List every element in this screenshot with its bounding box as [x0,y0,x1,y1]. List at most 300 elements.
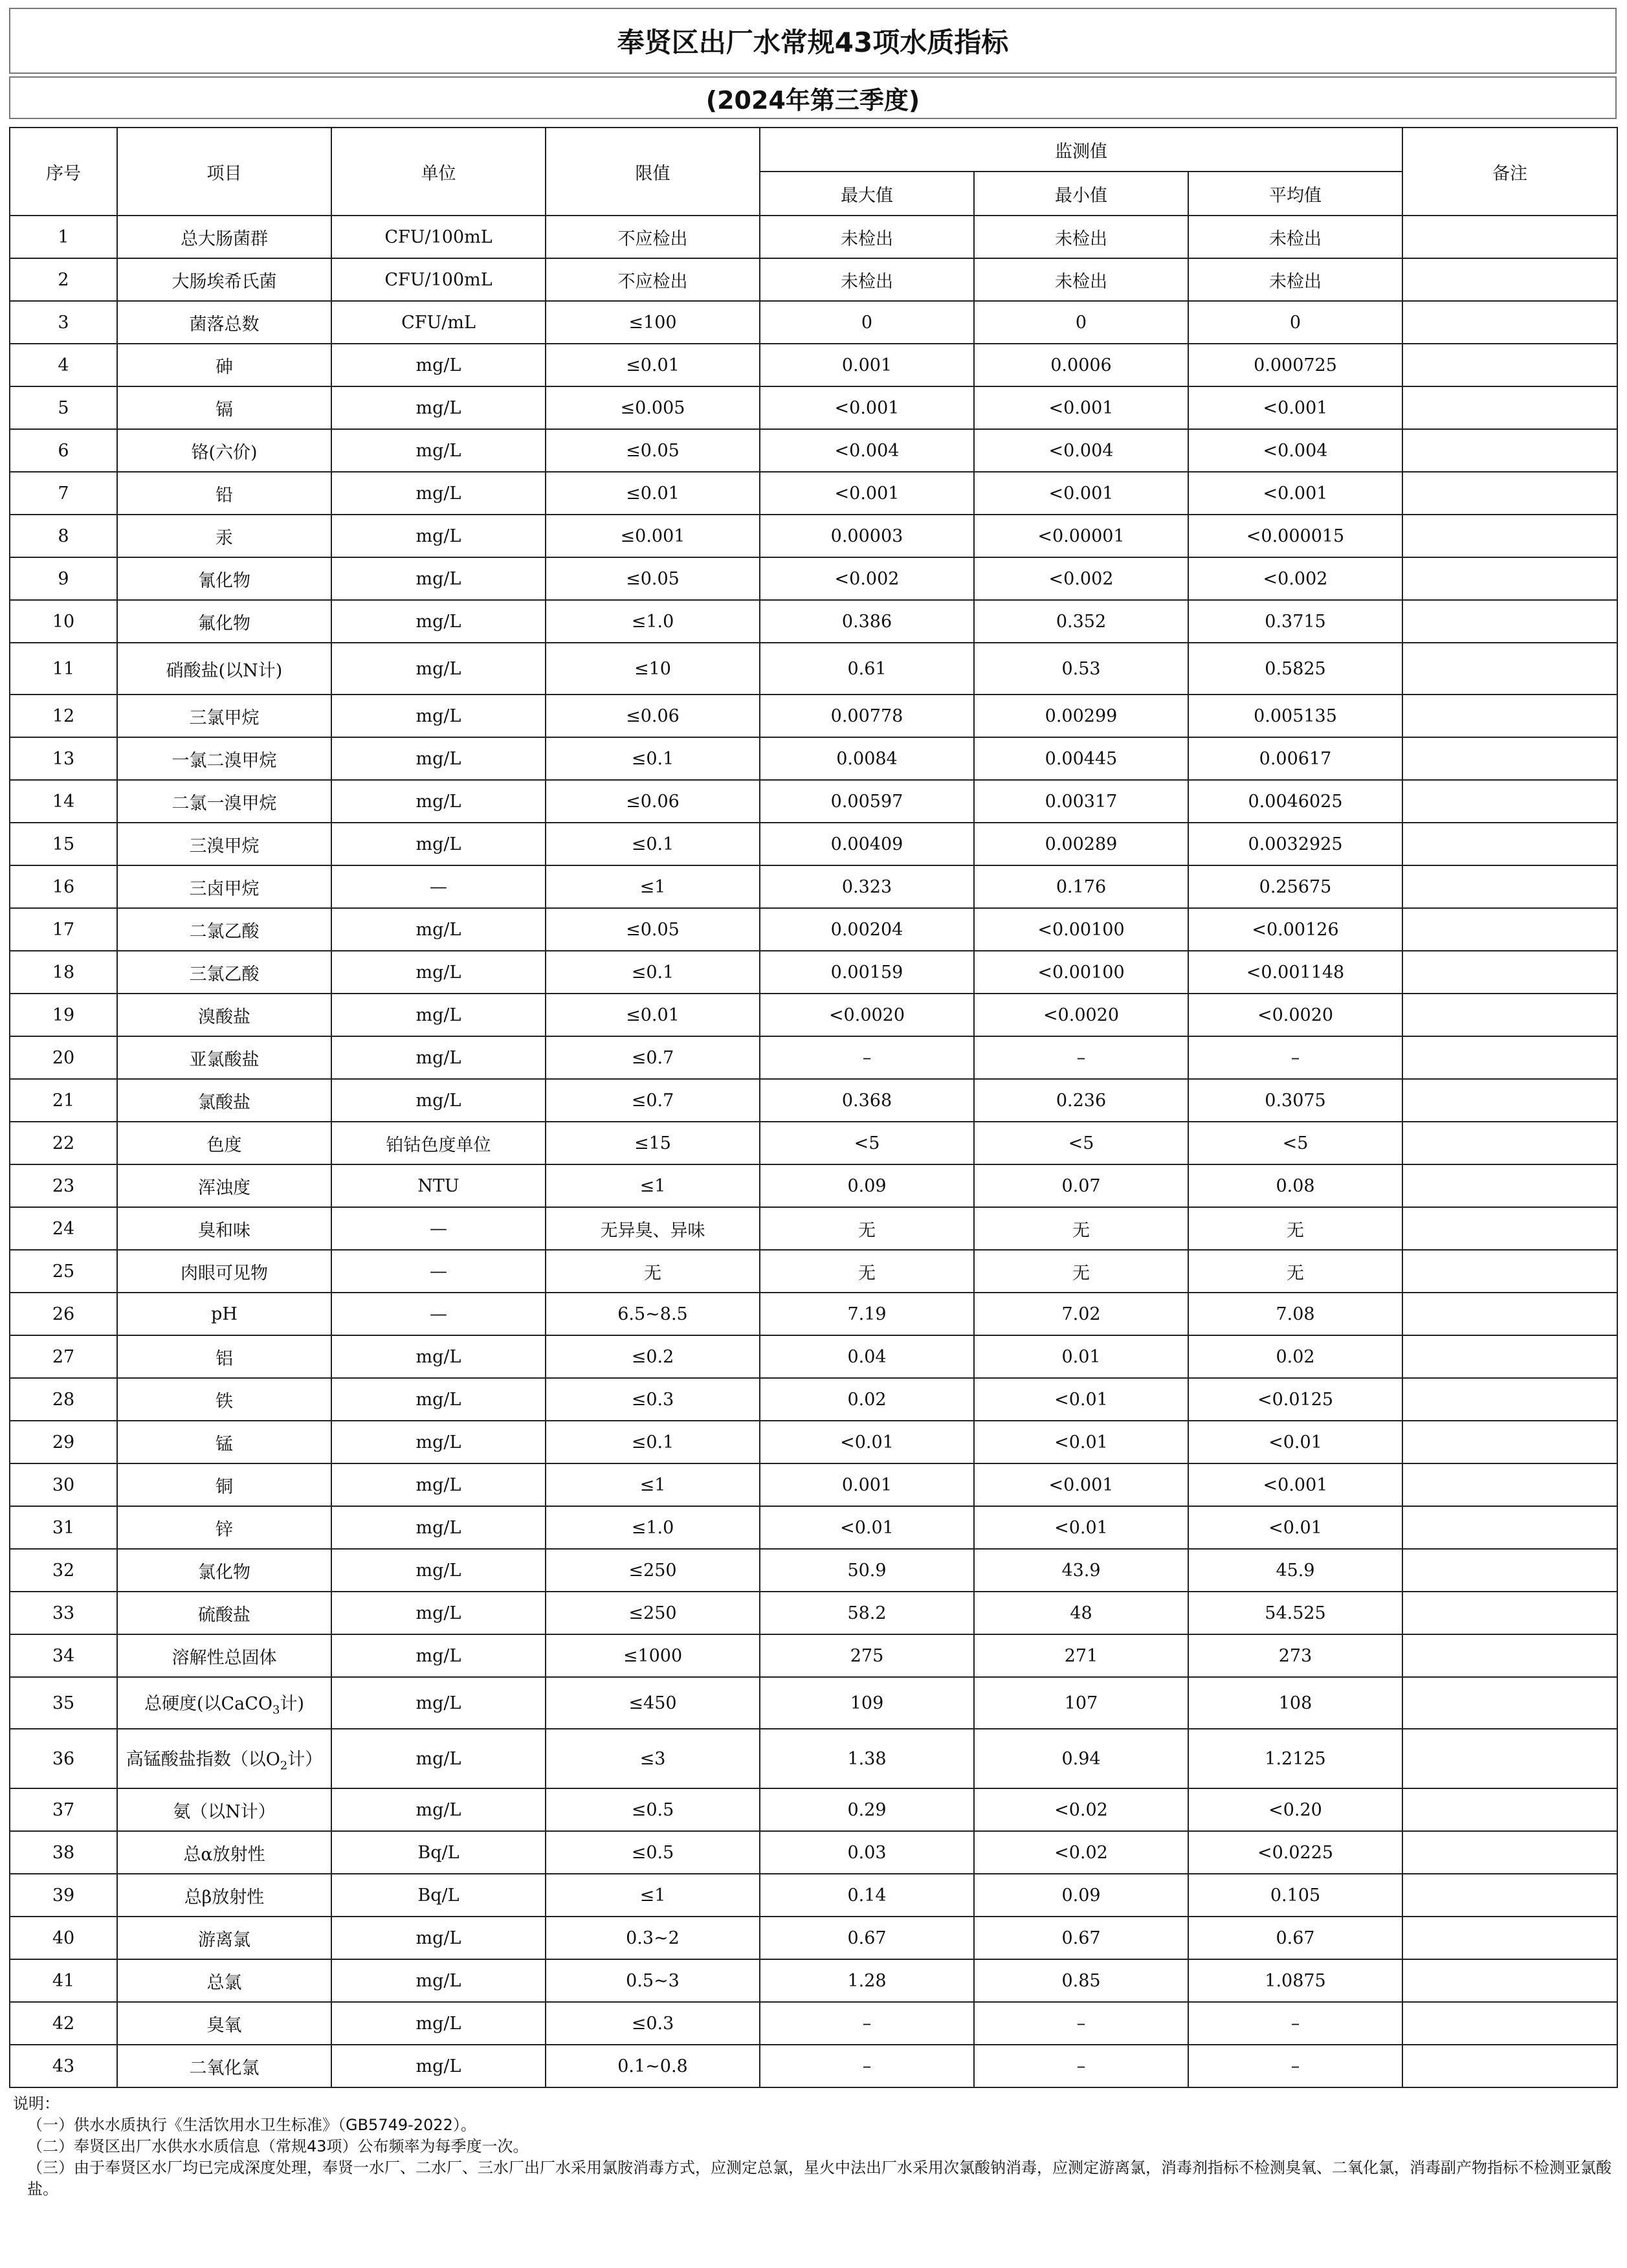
cell-remark [1402,994,1617,1036]
cell-item: 高锰酸盐指数（以$O_2$计） [117,1729,331,1788]
cell-item: 氯酸盐 [117,1079,331,1122]
cell-remark [1402,1207,1617,1250]
cell-no: 39 [10,1874,117,1917]
cell-avg: <0.0125 [1188,1378,1402,1421]
cell-limit: ≤1 [546,1463,760,1506]
cell-avg: 0.5825 [1188,643,1402,695]
cell-min: <0.001 [974,472,1188,515]
cell-unit: mg/L [331,737,546,780]
cell-avg: <0.000015 [1188,515,1402,557]
cell-remark [1402,515,1617,557]
cell-item: 三氯乙酸 [117,951,331,994]
cell-no: 37 [10,1788,117,1831]
cell-avg: – [1188,2045,1402,2087]
cell-avg: 无 [1188,1207,1402,1250]
cell-remark [1402,472,1617,515]
cell-unit: mg/L [331,515,546,557]
header-limit: 限值 [546,128,760,216]
table-row [10,951,1617,994]
table-row [10,1378,1617,1421]
cell-item: 氯化物 [117,1549,331,1592]
header-monitor: 监测值 [760,128,1402,172]
cell-avg: 1.2125 [1188,1729,1402,1788]
cell-max: <0.01 [760,1421,974,1463]
cell-min: 43.9 [974,1549,1188,1592]
table-row [10,737,1617,780]
notes [9,2088,1617,2200]
cell-item: 臭氧 [117,2002,331,2045]
cell-min: – [974,2045,1188,2087]
cell-remark [1402,2002,1617,2045]
cell-no: 27 [10,1335,117,1378]
table-row [10,1729,1617,1788]
cell-remark [1402,600,1617,643]
table-row [10,994,1617,1036]
cell-no: 2 [10,258,117,301]
cell-remark [1402,865,1617,908]
table-row [10,1122,1617,1164]
cell-max: 0.001 [760,344,974,386]
cell-avg: <0.00126 [1188,908,1402,951]
cell-unit: mg/L [331,600,546,643]
cell-limit: 无异臭、异味 [546,1207,760,1250]
cell-no: 8 [10,515,117,557]
cell-remark [1402,1831,1617,1874]
header-min: 最小值 [974,172,1188,216]
cell-limit: ≤1.0 [546,1506,760,1549]
cell-item: 三卤甲烷 [117,865,331,908]
cell-min: 无 [974,1207,1188,1250]
cell-max: 0.00409 [760,823,974,865]
cell-remark [1402,1122,1617,1164]
table-row [10,1506,1617,1549]
cell-limit: ≤0.01 [546,472,760,515]
cell-unit: CFU/100mL [331,216,546,258]
cell-limit: ≤3 [546,1729,760,1788]
cell-no: 43 [10,2045,117,2087]
cell-max: 7.19 [760,1293,974,1335]
cell-avg: – [1188,2002,1402,2045]
cell-item: 臭和味 [117,1207,331,1250]
table-row [10,1164,1617,1207]
cell-item: 锌 [117,1506,331,1549]
header-max: 最大值 [760,172,974,216]
cell-max: <5 [760,1122,974,1164]
cell-no: 17 [10,908,117,951]
document-frame [9,8,1617,2200]
cell-min: <0.001 [974,1463,1188,1506]
cell-max: 0.0084 [760,737,974,780]
table-row [10,1634,1617,1677]
cell-no: 5 [10,386,117,429]
cell-remark [1402,1463,1617,1506]
cell-max: 0.09 [760,1164,974,1207]
cell-no: 19 [10,994,117,1036]
cell-no: 33 [10,1592,117,1634]
cell-item: 铜 [117,1463,331,1506]
cell-min: <0.01 [974,1506,1188,1549]
cell-min: 未检出 [974,258,1188,301]
cell-no: 15 [10,823,117,865]
cell-unit: 铂钴色度单位 [331,1122,546,1164]
cell-no: 35 [10,1677,117,1729]
cell-item: 溶解性总固体 [117,1634,331,1677]
cell-remark [1402,1036,1617,1079]
cell-max: 未检出 [760,216,974,258]
cell-limit: 6.5~8.5 [546,1293,760,1335]
cell-max: 58.2 [760,1592,974,1634]
cell-no: 29 [10,1421,117,1463]
cell-unit: NTU [331,1164,546,1207]
cell-item: 硫酸盐 [117,1592,331,1634]
cell-min: 0.01 [974,1335,1188,1378]
cell-unit: mg/L [331,1036,546,1079]
cell-min: <5 [974,1122,1188,1164]
table-row [10,1250,1617,1293]
cell-remark [1402,1421,1617,1463]
cell-no: 21 [10,1079,117,1122]
cell-unit: Bq/L [331,1874,546,1917]
table-row [10,1788,1617,1831]
cell-min: 0.00289 [974,823,1188,865]
cell-min: <0.01 [974,1421,1188,1463]
cell-min: 48 [974,1592,1188,1634]
cell-remark [1402,823,1617,865]
cell-max: 0.368 [760,1079,974,1122]
cell-item: 总β放射性 [117,1874,331,1917]
cell-unit: mg/L [331,1335,546,1378]
cell-min: 无 [974,1250,1188,1293]
cell-item: 总大肠菌群 [117,216,331,258]
cell-unit: mg/L [331,429,546,472]
cell-limit: ≤0.5 [546,1788,760,1831]
cell-no: 7 [10,472,117,515]
cell-unit: mg/L [331,951,546,994]
cell-remark [1402,386,1617,429]
cell-remark [1402,951,1617,994]
cell-unit: mg/L [331,1788,546,1831]
table-row [10,908,1617,951]
cell-min: 0.53 [974,643,1188,695]
table-row [10,472,1617,515]
page-subtitle: (2024年第三季度) [9,76,1617,119]
cell-unit: mg/L [331,1917,546,1959]
cell-avg: – [1188,1036,1402,1079]
cell-limit: ≤0.01 [546,994,760,1036]
cell-min: – [974,2002,1188,2045]
cell-min: 0.07 [974,1164,1188,1207]
table-row [10,301,1617,344]
cell-unit: mg/L [331,1592,546,1634]
cell-max: – [760,2002,974,2045]
cell-limit: 0.5~3 [546,1959,760,2002]
cell-item: 硝酸盐(以N计) [117,643,331,695]
cell-avg: <0.002 [1188,557,1402,600]
cell-item: 铁 [117,1378,331,1421]
cell-unit: Bq/L [331,1831,546,1874]
cell-limit: ≤0.3 [546,1378,760,1421]
cell-limit: ≤0.7 [546,1079,760,1122]
cell-avg: 0.25675 [1188,865,1402,908]
cell-avg: 0.000725 [1188,344,1402,386]
cell-min: 0.94 [974,1729,1188,1788]
cell-limit: ≤1 [546,1164,760,1207]
cell-min: <0.002 [974,557,1188,600]
cell-avg: 0.3715 [1188,600,1402,643]
cell-max: 无 [760,1250,974,1293]
cell-unit: mg/L [331,1677,546,1729]
cell-max: – [760,1036,974,1079]
page-title: 奉贤区出厂水常规43项水质指标 [9,8,1617,74]
cell-min: 0.352 [974,600,1188,643]
cell-limit: 不应检出 [546,258,760,301]
cell-no: 18 [10,951,117,994]
cell-item: 锰 [117,1421,331,1463]
cell-avg: 无 [1188,1250,1402,1293]
cell-no: 22 [10,1122,117,1164]
cell-remark [1402,1917,1617,1959]
cell-limit: 0.3~2 [546,1917,760,1959]
cell-limit: ≤450 [546,1677,760,1729]
cell-no: 41 [10,1959,117,2002]
cell-avg: <0.01 [1188,1421,1402,1463]
cell-no: 23 [10,1164,117,1207]
cell-remark [1402,1677,1617,1729]
cell-remark [1402,908,1617,951]
cell-item: 肉眼可见物 [117,1250,331,1293]
cell-no: 30 [10,1463,117,1506]
cell-avg: 0.02 [1188,1335,1402,1378]
cell-remark [1402,429,1617,472]
cell-no: 13 [10,737,117,780]
table-row [10,258,1617,301]
note-line: （三）由于奉贤区水厂均已完成深度处理，奉贤一水厂、二水厂、三水厂出厂水采用氯胺消毒方式，应测定总氯，星火中法出厂水采用次氯酸钠消毒，应测定游离氯，消毒剂指标不检测臭氧、二氧化氯，消毒副产物指标不检测亚氯酸盐。 [27,2159,1611,2198]
cell-item: 总氯 [117,1959,331,2002]
cell-item: pH [117,1293,331,1335]
cell-max: 0.00778 [760,695,974,737]
cell-limit: ≤0.06 [546,780,760,823]
table-row [10,344,1617,386]
table-row [10,557,1617,600]
cell-item: 亚氯酸盐 [117,1036,331,1079]
cell-max: 0.00003 [760,515,974,557]
cell-limit: ≤0.005 [546,386,760,429]
cell-unit: mg/L [331,472,546,515]
cell-no: 1 [10,216,117,258]
cell-unit: mg/L [331,823,546,865]
notes-heading: 说明： [13,2095,60,2113]
cell-avg: 1.0875 [1188,1959,1402,2002]
cell-item: 游离氯 [117,1917,331,1959]
cell-avg: 未检出 [1188,258,1402,301]
cell-unit: mg/L [331,1634,546,1677]
cell-max: 0.386 [760,600,974,643]
cell-max: <0.004 [760,429,974,472]
cell-item: 三氯甲烷 [117,695,331,737]
cell-max: 无 [760,1207,974,1250]
table-row [10,515,1617,557]
cell-limit: ≤0.5 [546,1831,760,1874]
cell-avg: 0.08 [1188,1164,1402,1207]
cell-remark [1402,1335,1617,1378]
cell-avg: 108 [1188,1677,1402,1729]
cell-no: 40 [10,1917,117,1959]
cell-no: 36 [10,1729,117,1788]
cell-limit: ≤0.3 [546,2002,760,2045]
cell-unit: CFU/100mL [331,258,546,301]
cell-unit: mg/L [331,994,546,1036]
cell-min: <0.001 [974,386,1188,429]
cell-remark [1402,1506,1617,1549]
cell-max: 0.02 [760,1378,974,1421]
cell-max: <0.002 [760,557,974,600]
cell-no: 26 [10,1293,117,1335]
cell-limit: ≤0.05 [546,908,760,951]
cell-no: 4 [10,344,117,386]
cell-avg: 54.525 [1188,1592,1402,1634]
cell-item: 铅 [117,472,331,515]
header-index: 序号 [10,128,117,216]
cell-avg: 0.0046025 [1188,780,1402,823]
cell-remark [1402,780,1617,823]
cell-max: 0.14 [760,1874,974,1917]
cell-item: 铝 [117,1335,331,1378]
cell-item: 氰化物 [117,557,331,600]
cell-avg: 0.005135 [1188,695,1402,737]
cell-no: 10 [10,600,117,643]
cell-limit: ≤0.001 [546,515,760,557]
cell-limit: ≤1 [546,1874,760,1917]
cell-avg: <0.001 [1188,1463,1402,1506]
table-row [10,1917,1617,1959]
cell-min: <0.02 [974,1831,1188,1874]
cell-remark [1402,258,1617,301]
table-body [10,216,1617,2087]
cell-item: 砷 [117,344,331,386]
cell-min: – [974,1036,1188,1079]
note-line: （二）奉贤区出厂水供水水质信息（常规43项）公布频率为每季度一次。 [27,2137,529,2155]
cell-avg: 273 [1188,1634,1402,1677]
cell-avg: 45.9 [1188,1549,1402,1592]
cell-unit: mg/L [331,2002,546,2045]
cell-avg: <0.01 [1188,1506,1402,1549]
cell-max: <0.0020 [760,994,974,1036]
table-row [10,1831,1617,1874]
cell-min: 0.00445 [974,737,1188,780]
cell-remark [1402,1634,1617,1677]
cell-limit: ≤1000 [546,1634,760,1677]
cell-unit: mg/L [331,344,546,386]
cell-avg: <0.001 [1188,386,1402,429]
cell-remark [1402,1788,1617,1831]
cell-limit: ≤1.0 [546,600,760,643]
cell-no: 34 [10,1634,117,1677]
cell-max: 0 [760,301,974,344]
cell-unit: mg/L [331,2045,546,2087]
cell-limit: ≤0.1 [546,951,760,994]
cell-min: <0.00100 [974,908,1188,951]
cell-remark [1402,1293,1617,1335]
cell-avg: <0.001148 [1188,951,1402,994]
cell-remark [1402,301,1617,344]
cell-remark [1402,2045,1617,2087]
cell-min: 0.85 [974,1959,1188,2002]
cell-max: 275 [760,1634,974,1677]
header-remark: 备注 [1402,128,1617,216]
table-row [10,780,1617,823]
cell-avg: <5 [1188,1122,1402,1164]
cell-min: 107 [974,1677,1188,1729]
table-row [10,1592,1617,1634]
cell-limit: ≤0.1 [546,823,760,865]
cell-limit: ≤15 [546,1122,760,1164]
cell-item: 二氯一溴甲烷 [117,780,331,823]
cell-limit: ≤0.1 [546,737,760,780]
cell-min: 0.09 [974,1874,1188,1917]
cell-no: 9 [10,557,117,600]
cell-remark [1402,737,1617,780]
table-row [10,823,1617,865]
cell-item: 一氯二溴甲烷 [117,737,331,780]
cell-avg: 0.67 [1188,1917,1402,1959]
cell-remark [1402,695,1617,737]
cell-max: 0.00159 [760,951,974,994]
cell-no: 42 [10,2002,117,2045]
cell-max: 0.61 [760,643,974,695]
cell-min: 0.67 [974,1917,1188,1959]
cell-min: <0.00001 [974,515,1188,557]
cell-unit: — [331,1207,546,1250]
cell-min: 271 [974,1634,1188,1677]
cell-remark [1402,344,1617,386]
cell-limit: ≤100 [546,301,760,344]
header-unit: 单位 [331,128,546,216]
cell-min: 7.02 [974,1293,1188,1335]
cell-item: 菌落总数 [117,301,331,344]
cell-avg: 0.105 [1188,1874,1402,1917]
cell-limit: ≤250 [546,1549,760,1592]
cell-remark [1402,1164,1617,1207]
cell-limit: ≤1 [546,865,760,908]
cell-max: – [760,2045,974,2087]
cell-min: 0.00299 [974,695,1188,737]
cell-unit: mg/L [331,1463,546,1506]
cell-max: 0.00204 [760,908,974,951]
cell-max: 0.323 [760,865,974,908]
cell-remark [1402,216,1617,258]
cell-remark [1402,643,1617,695]
cell-min: <0.0020 [974,994,1188,1036]
cell-max: 0.00597 [760,780,974,823]
cell-item: 总α放射性 [117,1831,331,1874]
table-row [10,1335,1617,1378]
cell-limit: ≤250 [546,1592,760,1634]
cell-remark [1402,1549,1617,1592]
cell-max: 50.9 [760,1549,974,1592]
cell-min: 0.00317 [974,780,1188,823]
cell-unit: — [331,1250,546,1293]
table-row [10,429,1617,472]
cell-remark [1402,1378,1617,1421]
cell-item: 总硬度(以CaCO$_3$计) [117,1677,331,1729]
cell-no: 31 [10,1506,117,1549]
cell-remark [1402,1592,1617,1634]
cell-unit: mg/L [331,908,546,951]
table-row [10,865,1617,908]
cell-no: 6 [10,429,117,472]
cell-unit: mg/L [331,1378,546,1421]
cell-limit: ≤0.2 [546,1335,760,1378]
